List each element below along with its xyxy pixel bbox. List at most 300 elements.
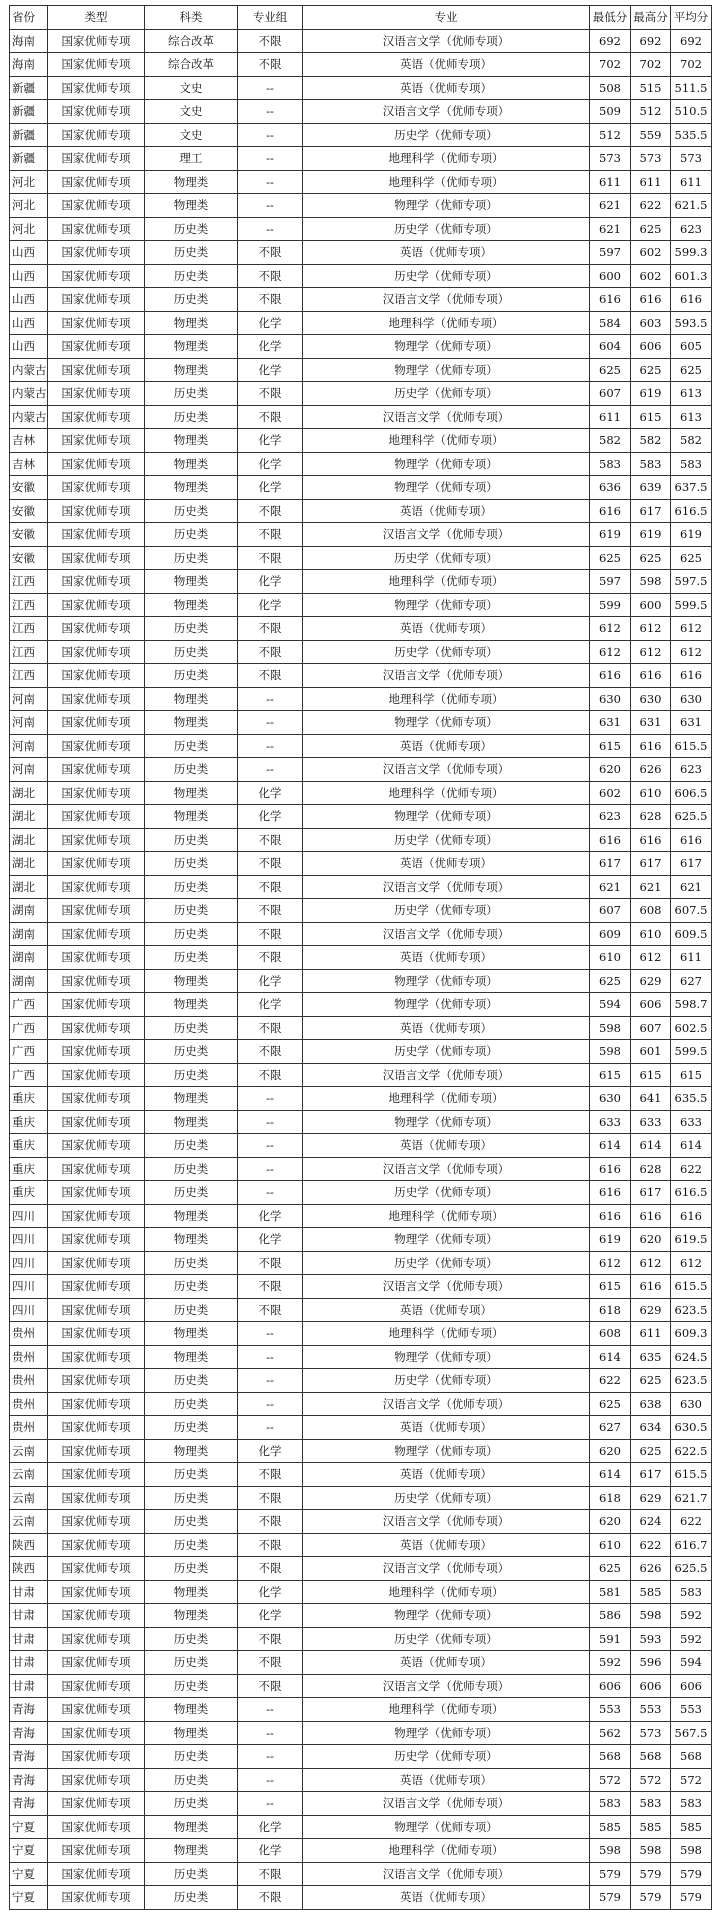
major-cell: 英语（优师专项）	[303, 734, 590, 758]
table-row	[10, 1580, 712, 1604]
avg-score-cell: 612	[671, 1251, 712, 1275]
avg-score-cell: 627	[671, 969, 712, 993]
table-row	[10, 781, 712, 805]
province-cell: 安徽	[10, 523, 48, 547]
major-cell: 地理科学（优师专项）	[303, 1087, 590, 1111]
header-row	[10, 6, 712, 30]
major-cell: 物理学（优师专项）	[303, 452, 590, 476]
avg-score-cell: 612	[671, 640, 712, 664]
major-cell: 汉语言文学（优师专项）	[303, 758, 590, 782]
max-score-cell: 579	[631, 1886, 671, 1910]
province-cell: 湖北	[10, 875, 48, 899]
province-cell: 重庆	[10, 1134, 48, 1158]
avg-score-cell: 623.5	[671, 1298, 712, 1322]
max-score-cell: 598	[631, 1604, 671, 1628]
major-cell: 历史学（优师专项）	[303, 899, 590, 923]
subject-cell: 历史类	[145, 1651, 238, 1675]
major-cell: 历史学（优师专项）	[303, 1627, 590, 1651]
province-cell: 河北	[10, 194, 48, 218]
table-row	[10, 570, 712, 594]
min-score-cell: 609	[590, 922, 631, 946]
major-cell: 英语（优师专项）	[303, 1416, 590, 1440]
min-score-cell: 591	[590, 1627, 631, 1651]
major-group-cell: 不限	[238, 1862, 303, 1886]
header-province: 省份	[10, 6, 48, 30]
major-group-cell: --	[238, 1345, 303, 1369]
min-score-cell: 579	[590, 1886, 631, 1910]
major-group-cell: --	[238, 217, 303, 241]
major-cell: 历史学（优师专项）	[303, 1486, 590, 1510]
major-cell: 汉语言文学（优师专项）	[303, 1557, 590, 1581]
type-cell: 国家优师专项	[48, 264, 145, 288]
table-row	[10, 1345, 712, 1369]
header-type: 类型	[48, 6, 145, 30]
min-score-cell: 627	[590, 1416, 631, 1440]
avg-score-cell: 609.3	[671, 1322, 712, 1346]
province-cell: 安徽	[10, 476, 48, 500]
subject-cell: 历史类	[145, 546, 238, 570]
table-row	[10, 1275, 712, 1299]
table-row	[10, 194, 712, 218]
type-cell: 国家优师专项	[48, 875, 145, 899]
table-row	[10, 1392, 712, 1416]
major-group-cell: 不限	[238, 1627, 303, 1651]
subject-cell: 历史类	[145, 1674, 238, 1698]
max-score-cell: 622	[631, 1533, 671, 1557]
max-score-cell: 619	[631, 382, 671, 406]
max-score-cell: 612	[631, 1251, 671, 1275]
province-cell: 河北	[10, 217, 48, 241]
subject-cell: 历史类	[145, 1392, 238, 1416]
max-score-cell: 610	[631, 922, 671, 946]
province-cell: 湖北	[10, 781, 48, 805]
major-cell: 物理学（优师专项）	[303, 1228, 590, 1252]
major-group-cell: 化学	[238, 452, 303, 476]
type-cell: 国家优师专项	[48, 1792, 145, 1816]
max-score-cell: 579	[631, 1862, 671, 1886]
table-row	[10, 805, 712, 829]
avg-score-cell: 579	[671, 1862, 712, 1886]
subject-cell: 物理类	[145, 781, 238, 805]
table-row	[10, 1792, 712, 1816]
min-score-cell: 620	[590, 1439, 631, 1463]
header-major: 专业	[303, 6, 590, 30]
major-group-cell: 不限	[238, 241, 303, 265]
subject-cell: 物理类	[145, 1604, 238, 1628]
table-row	[10, 29, 712, 53]
min-score-cell: 568	[590, 1745, 631, 1769]
province-cell: 广西	[10, 1040, 48, 1064]
type-cell: 国家优师专项	[48, 29, 145, 53]
province-cell: 山西	[10, 311, 48, 335]
type-cell: 国家优师专项	[48, 593, 145, 617]
major-group-cell: 化学	[238, 335, 303, 359]
subject-cell: 历史类	[145, 1040, 238, 1064]
type-cell: 国家优师专项	[48, 100, 145, 124]
max-score-cell: 573	[631, 147, 671, 171]
province-cell: 河南	[10, 734, 48, 758]
max-score-cell: 593	[631, 1627, 671, 1651]
major-cell: 物理学（优师专项）	[303, 1815, 590, 1839]
province-cell: 贵州	[10, 1392, 48, 1416]
province-cell: 宁夏	[10, 1862, 48, 1886]
table-row	[10, 711, 712, 735]
major-group-cell: 不限	[238, 922, 303, 946]
min-score-cell: 608	[590, 1322, 631, 1346]
max-score-cell: 616	[631, 288, 671, 312]
type-cell: 国家优师专项	[48, 993, 145, 1017]
subject-cell: 综合改革	[145, 53, 238, 77]
subject-cell: 历史类	[145, 899, 238, 923]
table-row	[10, 1721, 712, 1745]
major-cell: 物理学（优师专项）	[303, 993, 590, 1017]
major-group-cell: 不限	[238, 875, 303, 899]
type-cell: 国家优师专项	[48, 617, 145, 641]
min-score-cell: 623	[590, 805, 631, 829]
major-group-cell: 不限	[238, 617, 303, 641]
province-cell: 甘肃	[10, 1604, 48, 1628]
table-row	[10, 288, 712, 312]
min-score-cell: 599	[590, 593, 631, 617]
min-score-cell: 579	[590, 1862, 631, 1886]
province-cell: 湖南	[10, 969, 48, 993]
min-score-cell: 619	[590, 523, 631, 547]
table-row	[10, 1416, 712, 1440]
type-cell: 国家优师专项	[48, 405, 145, 429]
table-row	[10, 922, 712, 946]
major-cell: 汉语言文学（优师专项）	[303, 922, 590, 946]
subject-cell: 历史类	[145, 1862, 238, 1886]
table-row	[10, 1439, 712, 1463]
province-cell: 四川	[10, 1298, 48, 1322]
province-cell: 云南	[10, 1463, 48, 1487]
type-cell: 国家优师专项	[48, 1580, 145, 1604]
major-cell: 历史学（优师专项）	[303, 123, 590, 147]
major-cell: 历史学（优师专项）	[303, 1745, 590, 1769]
province-cell: 重庆	[10, 1157, 48, 1181]
min-score-cell: 616	[590, 499, 631, 523]
table-row	[10, 993, 712, 1017]
max-score-cell: 583	[631, 1792, 671, 1816]
max-score-cell: 596	[631, 1651, 671, 1675]
major-cell: 地理科学（优师专项）	[303, 1204, 590, 1228]
major-cell: 物理学（优师专项）	[303, 1439, 590, 1463]
type-cell: 国家优师专项	[48, 499, 145, 523]
type-cell: 国家优师专项	[48, 1463, 145, 1487]
province-cell: 新疆	[10, 76, 48, 100]
type-cell: 国家优师专项	[48, 1040, 145, 1064]
min-score-cell: 618	[590, 1486, 631, 1510]
type-cell: 国家优师专项	[48, 123, 145, 147]
subject-cell: 历史类	[145, 1886, 238, 1910]
subject-cell: 历史类	[145, 1063, 238, 1087]
avg-score-cell: 621.5	[671, 194, 712, 218]
subject-cell: 历史类	[145, 1298, 238, 1322]
province-cell: 湖北	[10, 828, 48, 852]
min-score-cell: 614	[590, 1463, 631, 1487]
major-cell: 历史学（优师专项）	[303, 546, 590, 570]
major-group-cell: 不限	[238, 523, 303, 547]
min-score-cell: 611	[590, 405, 631, 429]
province-cell: 湖南	[10, 946, 48, 970]
major-group-cell: 不限	[238, 852, 303, 876]
score-table-container	[9, 5, 711, 1910]
min-score-cell: 614	[590, 1345, 631, 1369]
province-cell: 江西	[10, 640, 48, 664]
major-cell: 地理科学（优师专项）	[303, 147, 590, 171]
table-row	[10, 53, 712, 77]
avg-score-cell: 599.5	[671, 1040, 712, 1064]
subject-cell: 物理类	[145, 993, 238, 1017]
type-cell: 国家优师专项	[48, 1721, 145, 1745]
min-score-cell: 583	[590, 452, 631, 476]
max-score-cell: 621	[631, 875, 671, 899]
type-cell: 国家优师专项	[48, 1392, 145, 1416]
province-cell: 山西	[10, 335, 48, 359]
table-row	[10, 1745, 712, 1769]
avg-score-cell: 611	[671, 170, 712, 194]
major-group-cell: --	[238, 1745, 303, 1769]
major-group-cell: 不限	[238, 546, 303, 570]
subject-cell: 历史类	[145, 1157, 238, 1181]
min-score-cell: 630	[590, 687, 631, 711]
avg-score-cell: 630	[671, 687, 712, 711]
province-cell: 江西	[10, 664, 48, 688]
major-group-cell: --	[238, 1392, 303, 1416]
min-score-cell: 621	[590, 194, 631, 218]
min-score-cell: 583	[590, 1792, 631, 1816]
subject-cell: 物理类	[145, 1839, 238, 1863]
avg-score-cell: 616.7	[671, 1533, 712, 1557]
max-score-cell: 626	[631, 1557, 671, 1581]
table-row	[10, 687, 712, 711]
major-cell: 历史学（优师专项）	[303, 1181, 590, 1205]
province-cell: 广西	[10, 1016, 48, 1040]
type-cell: 国家优师专项	[48, 288, 145, 312]
min-score-cell: 585	[590, 1815, 631, 1839]
type-cell: 国家优师专项	[48, 1251, 145, 1275]
type-cell: 国家优师专项	[48, 382, 145, 406]
avg-score-cell: 619.5	[671, 1228, 712, 1252]
major-group-cell: 化学	[238, 1580, 303, 1604]
min-score-cell: 606	[590, 1674, 631, 1698]
major-cell: 历史学（优师专项）	[303, 1040, 590, 1064]
avg-score-cell: 621	[671, 875, 712, 899]
avg-score-cell: 598.7	[671, 993, 712, 1017]
province-cell: 河南	[10, 687, 48, 711]
table-row	[10, 1486, 712, 1510]
province-cell: 湖南	[10, 922, 48, 946]
major-cell: 地理科学（优师专项）	[303, 1322, 590, 1346]
major-cell: 物理学（优师专项）	[303, 335, 590, 359]
max-score-cell: 606	[631, 993, 671, 1017]
subject-cell: 历史类	[145, 217, 238, 241]
subject-cell: 历史类	[145, 1627, 238, 1651]
province-cell: 四川	[10, 1275, 48, 1299]
max-score-cell: 611	[631, 1322, 671, 1346]
table-row	[10, 1040, 712, 1064]
province-cell: 宁夏	[10, 1886, 48, 1910]
max-score-cell: 615	[631, 405, 671, 429]
max-score-cell: 583	[631, 452, 671, 476]
major-group-cell: 化学	[238, 570, 303, 594]
max-score-cell: 585	[631, 1815, 671, 1839]
min-score-cell: 625	[590, 969, 631, 993]
table-row	[10, 1063, 712, 1087]
avg-score-cell: 622.5	[671, 1439, 712, 1463]
max-score-cell: 600	[631, 593, 671, 617]
max-score-cell: 602	[631, 241, 671, 265]
major-cell: 物理学（优师专项）	[303, 805, 590, 829]
avg-score-cell: 582	[671, 429, 712, 453]
max-score-cell: 616	[631, 664, 671, 688]
subject-cell: 历史类	[145, 1486, 238, 1510]
major-cell: 英语（优师专项）	[303, 76, 590, 100]
major-group-cell: 不限	[238, 1510, 303, 1534]
type-cell: 国家优师专项	[48, 640, 145, 664]
min-score-cell: 620	[590, 758, 631, 782]
max-score-cell: 630	[631, 687, 671, 711]
major-cell: 物理学（优师专项）	[303, 969, 590, 993]
avg-score-cell: 572	[671, 1768, 712, 1792]
table-row	[10, 523, 712, 547]
avg-score-cell: 619	[671, 523, 712, 547]
avg-score-cell: 612	[671, 617, 712, 641]
major-group-cell: 化学	[238, 969, 303, 993]
subject-cell: 物理类	[145, 429, 238, 453]
table-row	[10, 1298, 712, 1322]
table-row	[10, 476, 712, 500]
type-cell: 国家优师专项	[48, 1627, 145, 1651]
table-row	[10, 546, 712, 570]
subject-cell: 物理类	[145, 452, 238, 476]
province-cell: 内蒙古	[10, 405, 48, 429]
table-row	[10, 1369, 712, 1393]
avg-score-cell: 605	[671, 335, 712, 359]
max-score-cell: 626	[631, 758, 671, 782]
type-cell: 国家优师专项	[48, 899, 145, 923]
type-cell: 国家优师专项	[48, 1510, 145, 1534]
avg-score-cell: 598	[671, 1839, 712, 1863]
table-row	[10, 358, 712, 382]
major-cell: 汉语言文学（优师专项）	[303, 1063, 590, 1087]
avg-score-cell: 553	[671, 1698, 712, 1722]
province-cell: 四川	[10, 1204, 48, 1228]
type-cell: 国家优师专项	[48, 1204, 145, 1228]
province-cell: 广西	[10, 1063, 48, 1087]
min-score-cell: 631	[590, 711, 631, 735]
major-group-cell: 不限	[238, 1016, 303, 1040]
avg-score-cell: 606.5	[671, 781, 712, 805]
min-score-cell: 620	[590, 1510, 631, 1534]
min-score-cell: 607	[590, 899, 631, 923]
major-cell: 英语（优师专项）	[303, 53, 590, 77]
major-group-cell: 不限	[238, 1463, 303, 1487]
major-group-cell: 不限	[238, 1651, 303, 1675]
province-cell: 江西	[10, 593, 48, 617]
table-row	[10, 1181, 712, 1205]
province-cell: 宁夏	[10, 1839, 48, 1863]
avg-score-cell: 599.5	[671, 593, 712, 617]
avg-score-cell: 602.5	[671, 1016, 712, 1040]
min-score-cell: 625	[590, 358, 631, 382]
major-group-cell: --	[238, 1369, 303, 1393]
header-subject: 科类	[145, 6, 238, 30]
max-score-cell: 512	[631, 100, 671, 124]
province-cell: 河南	[10, 758, 48, 782]
type-cell: 国家优师专项	[48, 1134, 145, 1158]
min-score-cell: 610	[590, 1533, 631, 1557]
province-cell: 云南	[10, 1510, 48, 1534]
type-cell: 国家优师专项	[48, 1110, 145, 1134]
avg-score-cell: 621.7	[671, 1486, 712, 1510]
province-cell: 安徽	[10, 499, 48, 523]
table-row	[10, 875, 712, 899]
max-score-cell: 616	[631, 1275, 671, 1299]
subject-cell: 历史类	[145, 523, 238, 547]
table-body	[10, 29, 712, 1909]
type-cell: 国家优师专项	[48, 53, 145, 77]
subject-cell: 历史类	[145, 499, 238, 523]
min-score-cell: 594	[590, 993, 631, 1017]
major-group-cell: --	[238, 147, 303, 171]
table-row	[10, 1862, 712, 1886]
type-cell: 国家优师专项	[48, 1087, 145, 1111]
type-cell: 国家优师专项	[48, 1369, 145, 1393]
major-cell: 汉语言文学（优师专项）	[303, 1792, 590, 1816]
subject-cell: 历史类	[145, 946, 238, 970]
type-cell: 国家优师专项	[48, 1862, 145, 1886]
major-cell: 物理学（优师专项）	[303, 1604, 590, 1628]
min-score-cell: 562	[590, 1721, 631, 1745]
province-cell: 安徽	[10, 546, 48, 570]
province-cell: 贵州	[10, 1345, 48, 1369]
major-cell: 英语（优师专项）	[303, 1134, 590, 1158]
province-cell: 重庆	[10, 1110, 48, 1134]
max-score-cell: 559	[631, 123, 671, 147]
major-group-cell: 不限	[238, 1275, 303, 1299]
major-cell: 历史学（优师专项）	[303, 217, 590, 241]
major-group-cell: 不限	[238, 405, 303, 429]
max-score-cell: 515	[631, 76, 671, 100]
table-row	[10, 241, 712, 265]
table-row	[10, 1204, 712, 1228]
major-group-cell: 不限	[238, 1674, 303, 1698]
subject-cell: 历史类	[145, 241, 238, 265]
avg-score-cell: 625.5	[671, 805, 712, 829]
subject-cell: 物理类	[145, 1580, 238, 1604]
major-group-cell: --	[238, 76, 303, 100]
major-group-cell: --	[238, 1181, 303, 1205]
min-score-cell: 512	[590, 123, 631, 147]
major-group-cell: 化学	[238, 429, 303, 453]
major-cell: 汉语言文学（优师专项）	[303, 1392, 590, 1416]
table-row	[10, 1157, 712, 1181]
min-score-cell: 598	[590, 1040, 631, 1064]
avg-score-cell: 607.5	[671, 899, 712, 923]
type-cell: 国家优师专项	[48, 1322, 145, 1346]
subject-cell: 物理类	[145, 1110, 238, 1134]
major-group-cell: --	[238, 1087, 303, 1111]
major-cell: 汉语言文学（优师专项）	[303, 1862, 590, 1886]
avg-score-cell: 599.3	[671, 241, 712, 265]
avg-score-cell: 625	[671, 546, 712, 570]
type-cell: 国家优师专项	[48, 1016, 145, 1040]
subject-cell: 理工	[145, 147, 238, 171]
type-cell: 国家优师专项	[48, 311, 145, 335]
major-cell: 英语（优师专项）	[303, 1651, 590, 1675]
province-cell: 新疆	[10, 123, 48, 147]
